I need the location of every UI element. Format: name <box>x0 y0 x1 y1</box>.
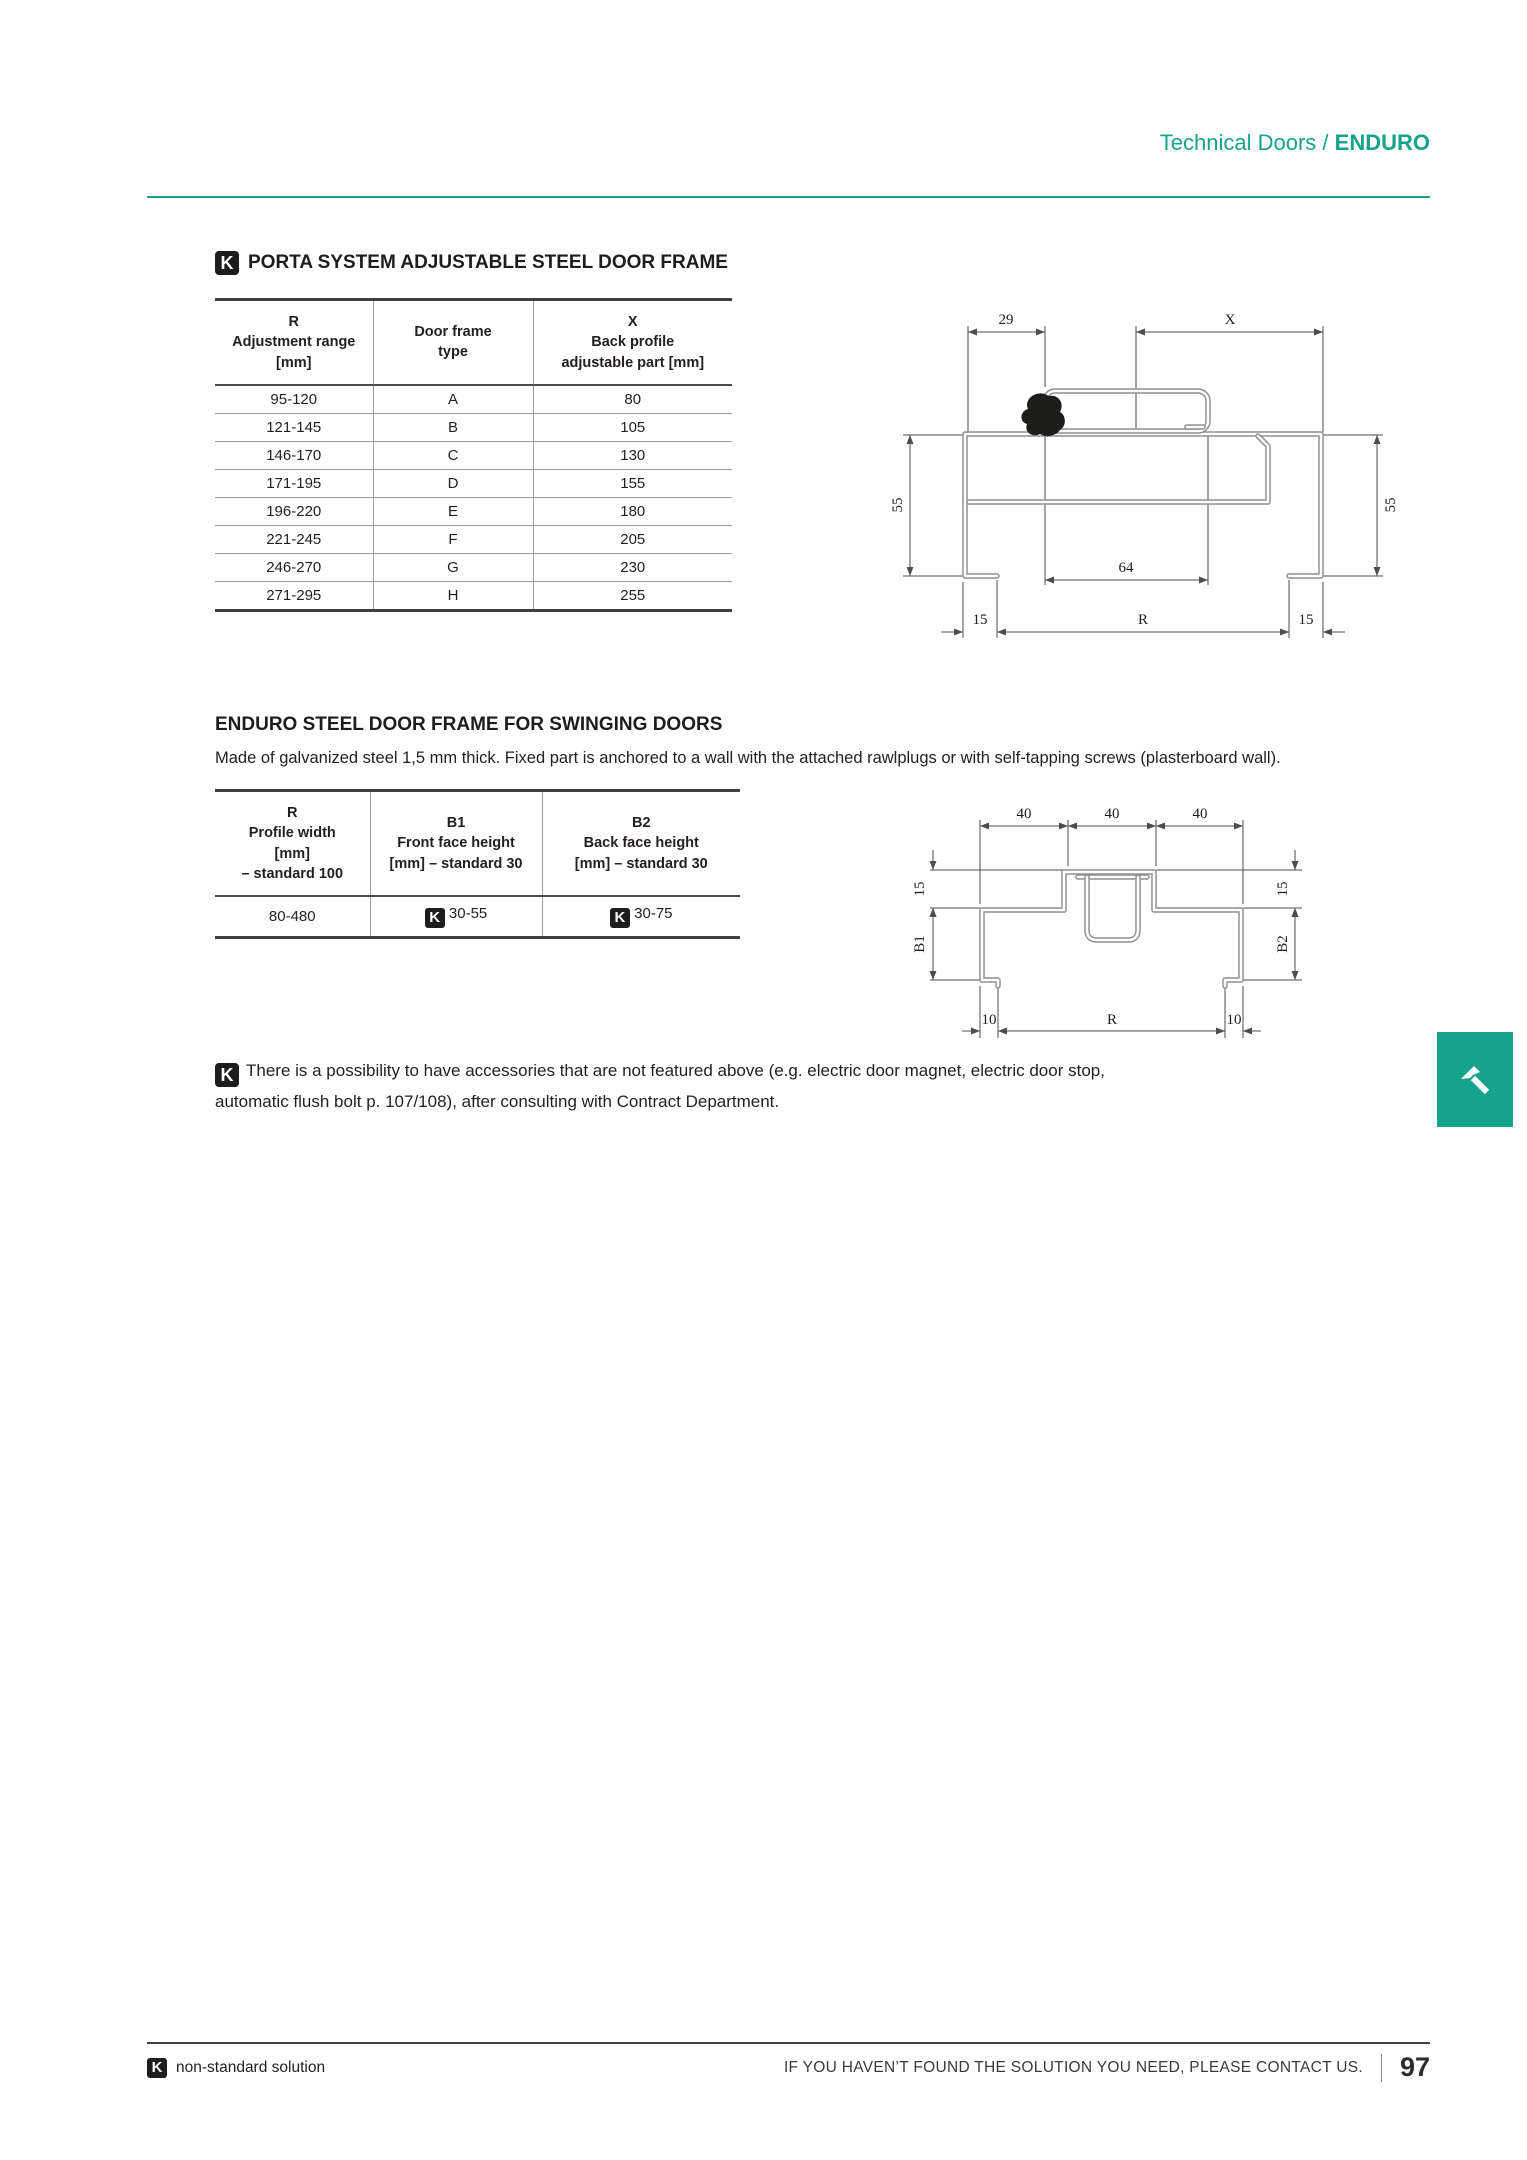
footer-contact-block <box>784 2052 1430 2083</box>
dim-label: 10 <box>981 1012 997 1028</box>
front-face-value: K 30-55 <box>370 896 542 938</box>
hammer-icon <box>1453 1058 1497 1102</box>
dim-label: 15 <box>1275 881 1291 897</box>
dim-label: 40 <box>1016 806 1032 822</box>
table-header-row <box>215 791 740 897</box>
section1-title-text: PORTA SYSTEM ADJUSTABLE STEEL DOOR FRAME <box>248 252 728 273</box>
dim-label: X <box>1224 312 1236 328</box>
k-marker-icon: K <box>147 2058 167 2078</box>
page-number: 97 <box>1399 2052 1430 2082</box>
dim-label: 10 <box>1226 1012 1242 1028</box>
header-divider <box>147 196 1430 198</box>
adjustment-range-table <box>215 298 732 612</box>
col-header-front-face-height: B1 Front face height [mm] – standard 30 <box>370 791 542 897</box>
table-header-row <box>215 300 732 385</box>
col-header-back-face-height: B2 Back face height [mm] – standard 30 <box>542 791 740 897</box>
breadcrumb <box>1160 130 1430 156</box>
section2-title-text: ENDURO STEEL DOOR FRAME FOR SWINGING DOORS <box>215 714 723 735</box>
k-marker-icon: K <box>215 1063 239 1087</box>
footer-contact-text: IF YOU HAVEN’T FOUND THE SOLUTION YOU NEED, PLEASE CONTACT US. <box>783 2058 1363 2076</box>
breadcrumb-category: Technical Doors / <box>1159 130 1335 155</box>
col-header-profile-width: R Profile width [mm] – standard 100 <box>215 791 370 897</box>
dim-label: 15 <box>972 612 988 628</box>
col-header-adjustment-range: R Adjustment range [mm] <box>215 300 373 385</box>
adjustable-frame-cross-section-drawing <box>883 294 1403 650</box>
section1-title <box>215 251 728 275</box>
table-row <box>215 896 740 938</box>
dim-label: 15 <box>1298 612 1314 628</box>
dim-label: B2 <box>1275 935 1291 953</box>
back-face-value: K 30-75 <box>542 896 740 938</box>
table-row: 95-120 A 80 <box>215 385 732 414</box>
k-marker-icon: K <box>215 251 239 275</box>
table-row: 121-145 B 105 <box>215 413 732 441</box>
accessories-note <box>215 1056 1120 1117</box>
footer-legend <box>147 2058 325 2078</box>
table-row: 171-195 D 155 <box>215 469 732 497</box>
dim-label: 40 <box>1104 806 1120 822</box>
dim-label: R <box>1106 1012 1118 1028</box>
dim-label: R <box>1137 612 1149 628</box>
table-row: 146-170 C 130 <box>215 441 732 469</box>
table-row: 221-245 F 205 <box>215 525 732 553</box>
swinging-frame-cross-section-drawing <box>890 798 1320 1050</box>
note-text: There is a possibility to have accessories that are not featured above (e.g. electric door magnet, electric door stop, automatic flush bolt p. 107/108), after consulting with Contract Department. <box>215 1061 1105 1111</box>
k-marker-icon: K <box>425 908 445 928</box>
table-row: 246-270 G 230 <box>215 553 732 581</box>
footer-separator <box>1381 2054 1382 2082</box>
dim-label: B1 <box>912 935 928 953</box>
table-row: 196-220 E 180 <box>215 497 732 525</box>
footer-legend-label: non-standard solution <box>176 2059 326 2076</box>
dim-label: 40 <box>1192 806 1208 822</box>
section2-description: Made of galvanized steel 1,5 mm thick. Fixed part is anchored to a wall with the attached rawlplugs or with self-tapping screws (plasterboard wall). <box>215 749 1281 767</box>
gasket-seal <box>1021 393 1064 436</box>
dim-label: 29 <box>998 312 1014 328</box>
table-row: 271-295 H 255 <box>215 581 732 610</box>
footer-divider <box>147 2042 1430 2044</box>
profile-dimensions-table <box>215 789 740 939</box>
k-marker-icon: K <box>610 908 630 928</box>
dim-label: 64 <box>1118 560 1134 576</box>
col-header-door-frame-type: Door frame type <box>373 300 533 385</box>
section2-title <box>215 714 722 736</box>
profile-width-value: 80-480 <box>268 908 316 926</box>
dim-label: 55 <box>1383 497 1399 513</box>
col-header-back-profile: X Back profile adjustable part [mm] <box>533 300 732 385</box>
dim-label: 55 <box>890 497 906 513</box>
category-corner-tab <box>1437 1032 1513 1127</box>
dim-label: 15 <box>912 881 928 897</box>
breadcrumb-product: ENDURO <box>1334 130 1430 155</box>
